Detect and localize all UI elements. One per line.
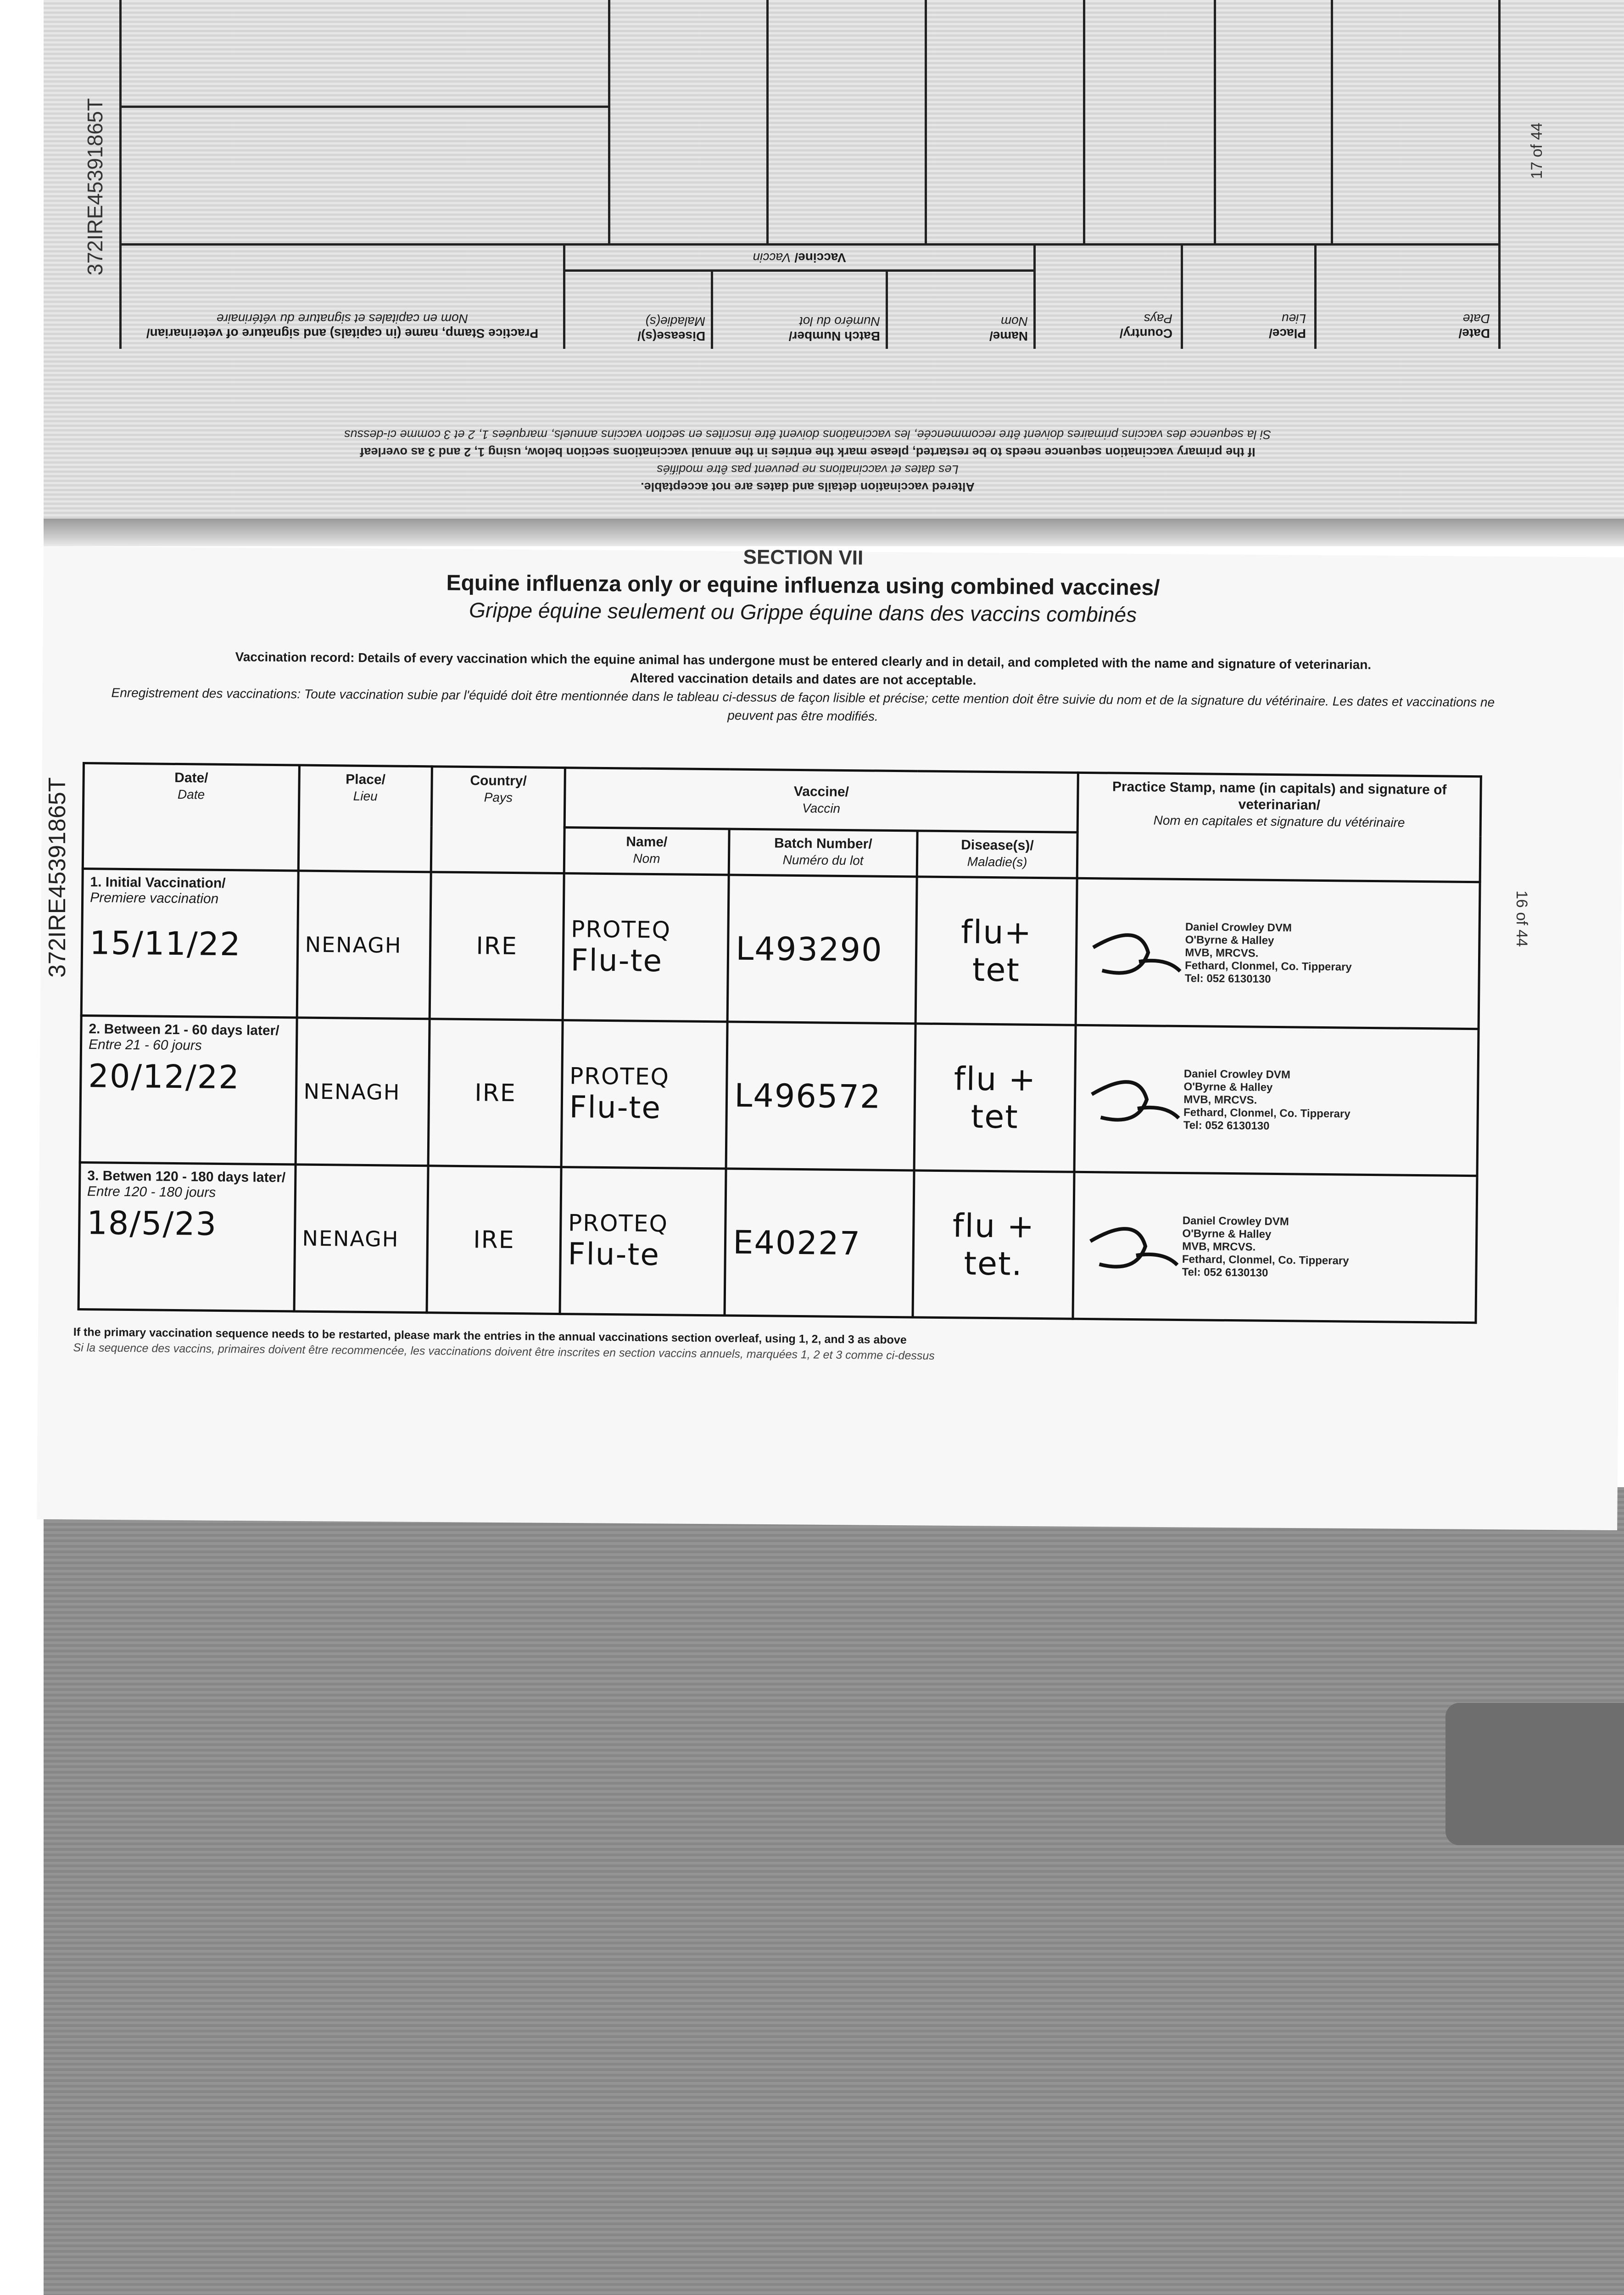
vaccination-country: IRE (474, 1079, 517, 1107)
section-page-number: 16 of 44 (1513, 890, 1530, 947)
top-note-restart: If the primary vaccination sequence needs to be restarted, please mark the entries in the annual vaccinations section below, using 1, 2 and 3 as overleaf (360, 445, 1256, 459)
table-row (78, 1162, 1477, 1322)
table-row (80, 1015, 1479, 1175)
vet-stamp: Daniel Crowley DVM O'Byrne & Halley MVB, MRCVS. Fethard, Clonmel, Co. Tipperary Tel: 052 6130130 (1183, 1067, 1351, 1132)
vaccination-place: NENAGH (302, 1226, 399, 1252)
binder-tab (1445, 1703, 1624, 1845)
vaccine-name-line2: Flu-te (568, 1236, 660, 1273)
top-header-vaccine: Name/ Nom Batch Number/ Numéro du lot Disease(s)/ Maladie(s) Vaccine/ Vaccin (563, 246, 1033, 349)
vaccination-date: 20/12/22 (88, 1057, 240, 1097)
vet-stamp-cell (1076, 878, 1480, 1029)
disease-line1: flu+ (960, 912, 1032, 952)
top-note-restart-fr: Si la sequence des vaccins primaires doivent être recommencée, les vaccinations doivent être inscrites en section vaccins annuels, marquées 1, 2 et 3 comme ci-dessus (344, 428, 1271, 442)
top-header-place: Place/ Lieu (1181, 246, 1314, 349)
vet-stamp-cell (1073, 1172, 1477, 1322)
section-title-fr: Grippe équine seulement ou Grippe équine dans des vaccins combinés (469, 598, 1137, 627)
signature-mark (1084, 919, 1185, 985)
header-disease: Disease(s)/ Maladie(s) (917, 831, 1077, 878)
disease-line1: flu + (954, 1059, 1037, 1098)
top-note-altered: Altered vaccination details and dates are not acceptable. (641, 480, 975, 494)
top-note-altered-fr: Les dates et vaccinations ne peuvent pas être modifiés (657, 463, 959, 476)
signature-mark (1081, 1213, 1183, 1278)
row-label-fr: Entre 21 - 60 jours (88, 1037, 202, 1053)
page-fold (44, 519, 1624, 546)
disease-line2: tet (971, 1097, 1019, 1136)
table-row (81, 869, 1480, 1029)
vaccine-name-line1: PROTEQ (569, 1063, 670, 1091)
vaccine-name-line2: Flu-te (569, 1089, 662, 1126)
record-instructions (91, 647, 1514, 730)
vaccination-country: IRE (473, 1226, 515, 1254)
vaccination-country: IRE (476, 932, 518, 960)
header-vaccine: Vaccine/ Vaccin (564, 768, 1078, 833)
header-date: Date/ Date (83, 763, 299, 871)
top-page-id-code: 372IRE45391865T (83, 98, 107, 275)
vaccination-table (78, 762, 1482, 1324)
signature-mark (1083, 1066, 1184, 1131)
disease-line2: tet (972, 951, 1021, 989)
vaccine-name-line1: PROTEQ (568, 1209, 669, 1237)
vaccine-name-line2: Flu-te (570, 942, 663, 979)
vaccination-place: NENAGH (303, 1079, 401, 1105)
header-country: Country/ Pays (431, 767, 565, 873)
vaccination-date: 18/5/23 (86, 1204, 218, 1243)
header-stamp: Practice Stamp, name (in capitals) and signature of veterinarian/ Nom en capitales et signature du vétérinaire (1077, 772, 1481, 882)
vet-stamp-cell (1074, 1025, 1479, 1175)
top-page-number: 17 of 44 (1528, 123, 1546, 179)
row-3-date-cell (78, 1162, 296, 1311)
batch-number: L496572 (734, 1076, 882, 1116)
row-1-date-cell (81, 869, 298, 1018)
top-header-stamp: Practice Stamp, name (in capitals) and signature of veterinarian/ Nom en capitales et signature du vétérinaire (146, 312, 539, 341)
disease-line1: flu + (952, 1206, 1035, 1245)
record-altered: Altered vaccination details and dates are not acceptable. (630, 671, 977, 688)
header-batch: Batch Number/ Numéro du lot (729, 829, 917, 877)
vaccine-name-line1: PROTEQ (570, 916, 671, 944)
top-page-table (119, 0, 1501, 349)
vet-stamp: Daniel Crowley DVM O'Byrne & Halley MVB, MRCVS. Fethard, Clonmel, Co. Tipperary Tel: 052 6130130 (1182, 1214, 1349, 1279)
section-header (321, 543, 1285, 628)
top-header-country: Country/ Pays (1033, 246, 1181, 349)
batch-number: E40227 (732, 1223, 861, 1262)
vet-stamp: Daniel Crowley DVM O'Byrne & Halley MVB, MRCVS. Fethard, Clonmel, Co. Tipperary Tel: 052 6130130 (1184, 920, 1352, 985)
record-text: Details of every vaccination which the equine animal has undergone must be entered clearly and in detail, and completed with the name and signature of veterinarian. (358, 650, 1372, 672)
section-title: Equine influenza only or equine influenza using combined vaccines/ (446, 571, 1160, 600)
header-place: Place/ Lieu (298, 765, 432, 872)
top-header-date: Date/ Date (1314, 246, 1498, 349)
row-2-date-cell (80, 1015, 297, 1164)
footnote-restart: If the primary vaccination sequence needs to be restarted, please mark the entries in the annual vaccinations section overleaf, using 1, 2, and 3 as above (73, 1325, 907, 1347)
record-text-fr: Enregistrement des vaccinations: Toute vaccination subie par l'équidé doit être mentionnée dans le tableau ci-dessus de façon lisible et précise; cette mention doit être suivie du nom et de la signature du vétérinaire. Les dates et vaccinations ne peuvent pas être modifiés. (111, 685, 1495, 724)
vaccination-date: 15/11/22 (89, 924, 241, 963)
vaccination-place: NENAGH (305, 932, 402, 958)
disease-line2: tet. (964, 1244, 1023, 1283)
footnote-restart-fr: Si la sequence des vaccins, primaires doivent être recommencée, les vaccinations doivent être inscrites en section vaccins annuels, marquées 1, 2 et 3 comme ci-dessus (73, 1341, 935, 1363)
section-number: SECTION VII (743, 546, 864, 569)
scanner-background (44, 1487, 1624, 2295)
row-label: 1. Initial Vaccination/ (90, 874, 226, 891)
row-label-fr: Premiere vaccination (90, 890, 219, 907)
batch-number: L493290 (735, 929, 883, 969)
row-label: 3. Betwen 120 - 180 days later/ (87, 1168, 286, 1186)
row-label-fr: Entre 120 - 180 jours (87, 1184, 216, 1200)
row-label: 2. Between 21 - 60 days later/ (89, 1021, 279, 1039)
section-id-code: 372IRE45391865T (44, 777, 71, 978)
record-label: Vaccination record: (235, 649, 355, 665)
top-page-notes (220, 386, 1395, 496)
header-name: Name/ Nom (564, 828, 729, 875)
